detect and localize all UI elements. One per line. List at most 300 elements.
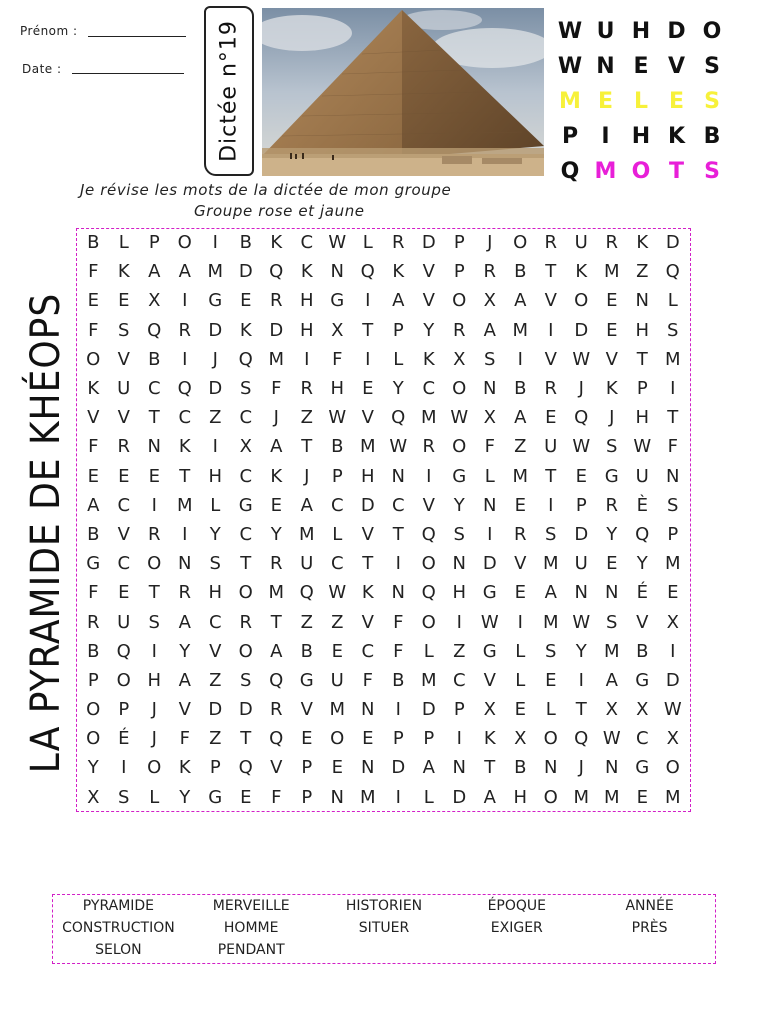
word-search-cell[interactable]: E bbox=[514, 582, 526, 604]
word-search-cell[interactable]: P bbox=[301, 757, 313, 779]
word-search-cell[interactable]: N bbox=[574, 582, 588, 604]
word-search-cell[interactable]: V bbox=[117, 523, 130, 545]
word-search-cell[interactable]: D bbox=[238, 261, 253, 283]
word-search-cell[interactable]: C bbox=[635, 728, 649, 750]
word-search-cell[interactable]: Q bbox=[391, 407, 406, 429]
word-search-cell[interactable]: I bbox=[670, 378, 676, 400]
word-search-cell[interactable]: A bbox=[422, 757, 435, 779]
word-search-cell[interactable]: L bbox=[545, 699, 556, 721]
word-search-cell[interactable]: K bbox=[575, 261, 588, 283]
word-search-cell[interactable]: D bbox=[482, 553, 497, 575]
word-search-cell[interactable]: M bbox=[664, 553, 681, 575]
word-search-cell[interactable]: Z bbox=[209, 407, 222, 429]
word-search-cell[interactable]: M bbox=[542, 553, 559, 575]
word-search-cell[interactable]: N bbox=[483, 378, 497, 400]
word-search-cell[interactable]: S bbox=[209, 553, 221, 575]
word-search-cell[interactable]: J bbox=[304, 465, 310, 487]
word-search-cell[interactable]: O bbox=[665, 757, 680, 779]
word-search-cell[interactable]: L bbox=[515, 640, 526, 662]
word-search-cell[interactable]: E bbox=[514, 494, 526, 516]
word-search-cell[interactable]: T bbox=[179, 465, 191, 487]
word-search-cell[interactable]: E bbox=[362, 378, 374, 400]
word-search-cell[interactable]: E bbox=[606, 290, 618, 312]
word-search-cell[interactable]: K bbox=[270, 465, 283, 487]
word-search-cell[interactable]: R bbox=[269, 553, 283, 575]
word-search-cell[interactable]: G bbox=[604, 465, 619, 487]
word-search-cell[interactable]: P bbox=[148, 232, 160, 254]
word-search-cell[interactable]: M bbox=[573, 786, 590, 808]
word-search-cell[interactable]: P bbox=[423, 728, 435, 750]
word-search-cell[interactable]: T bbox=[362, 319, 374, 341]
word-search-cell[interactable]: L bbox=[118, 232, 129, 254]
word-search-cell[interactable]: M bbox=[512, 319, 529, 341]
word-search-cell[interactable]: B bbox=[514, 378, 527, 400]
word-search-cell[interactable]: Q bbox=[421, 523, 436, 545]
word-search-cell[interactable]: W bbox=[663, 699, 682, 721]
word-search-cell[interactable]: U bbox=[330, 669, 344, 691]
word-search-cell[interactable]: E bbox=[667, 582, 679, 604]
word-search-cell[interactable]: M bbox=[359, 786, 376, 808]
word-search-cell[interactable]: Y bbox=[179, 786, 191, 808]
word-search-cell[interactable]: C bbox=[239, 465, 253, 487]
word-search-cell[interactable]: A bbox=[270, 436, 283, 458]
word-search-cell[interactable]: K bbox=[422, 348, 435, 370]
word-search-cell[interactable]: G bbox=[635, 757, 650, 779]
word-search-cell[interactable]: L bbox=[423, 640, 434, 662]
word-search-cell[interactable]: L bbox=[515, 669, 526, 691]
word-search-cell[interactable]: D bbox=[665, 669, 680, 691]
word-search-cell[interactable]: X bbox=[483, 699, 496, 721]
word-search-cell[interactable]: R bbox=[117, 436, 130, 458]
word-search-cell[interactable]: Y bbox=[392, 378, 404, 400]
word-search-cell[interactable]: I bbox=[426, 465, 432, 487]
word-search-cell[interactable]: M bbox=[176, 494, 193, 516]
word-search-cell[interactable]: T bbox=[636, 348, 648, 370]
word-search-cell[interactable]: M bbox=[359, 436, 376, 458]
word-search-cell[interactable]: O bbox=[452, 290, 467, 312]
word-search-cell[interactable]: O bbox=[86, 348, 101, 370]
word-search-cell[interactable]: K bbox=[361, 582, 374, 604]
word-search-cell[interactable]: F bbox=[88, 319, 99, 341]
word-search-cell[interactable]: T bbox=[148, 407, 160, 429]
word-search-cell[interactable]: E bbox=[87, 465, 99, 487]
word-search-cell[interactable]: E bbox=[606, 319, 618, 341]
word-search-cell[interactable]: I bbox=[121, 757, 127, 779]
word-search-cell[interactable]: A bbox=[392, 290, 405, 312]
word-search-cell[interactable]: E bbox=[118, 290, 130, 312]
word-search-cell[interactable]: D bbox=[360, 494, 375, 516]
word-search-cell[interactable]: T bbox=[240, 553, 252, 575]
word-search-cell[interactable]: R bbox=[391, 232, 405, 254]
word-search-cell[interactable]: B bbox=[87, 232, 100, 254]
word-search-cell[interactable]: H bbox=[299, 319, 314, 341]
word-search-cell[interactable]: C bbox=[330, 553, 344, 575]
word-search-cell[interactable]: W bbox=[572, 611, 591, 633]
word-search-cell[interactable]: A bbox=[605, 669, 618, 691]
word-search-cell[interactable]: D bbox=[238, 699, 253, 721]
word-search-cell[interactable]: S bbox=[606, 436, 618, 458]
word-search-cell[interactable]: Z bbox=[636, 261, 649, 283]
word-search-cell[interactable]: X bbox=[148, 290, 161, 312]
word-search-cell[interactable]: X bbox=[514, 728, 527, 750]
word-search-cell[interactable]: T bbox=[545, 261, 557, 283]
word-search-cell[interactable]: Q bbox=[269, 728, 284, 750]
word-search-cell[interactable]: V bbox=[422, 290, 435, 312]
word-search-cell[interactable]: T bbox=[392, 523, 404, 545]
word-search-cell[interactable]: Y bbox=[575, 640, 587, 662]
word-search-cell[interactable]: P bbox=[636, 378, 648, 400]
word-search-cell[interactable]: H bbox=[513, 786, 528, 808]
word-search-cell[interactable]: G bbox=[482, 640, 497, 662]
word-search-cell[interactable]: M bbox=[298, 523, 315, 545]
word-search-cell[interactable]: I bbox=[578, 669, 584, 691]
word-search-cell[interactable]: X bbox=[666, 611, 679, 633]
word-search-cell[interactable]: R bbox=[239, 611, 252, 633]
word-search-cell[interactable]: V bbox=[361, 611, 374, 633]
word-search-cell[interactable]: H bbox=[299, 290, 314, 312]
word-search-cell[interactable]: S bbox=[545, 523, 557, 545]
word-search-cell[interactable]: K bbox=[636, 232, 649, 254]
word-search-cell[interactable]: O bbox=[421, 611, 436, 633]
word-search-cell[interactable]: W bbox=[602, 728, 621, 750]
word-search-cell[interactable]: I bbox=[487, 523, 493, 545]
word-search-cell[interactable]: T bbox=[270, 611, 282, 633]
word-search-cell[interactable]: K bbox=[178, 436, 191, 458]
word-search-cell[interactable]: B bbox=[514, 261, 527, 283]
word-search-cell[interactable]: F bbox=[88, 582, 99, 604]
word-search-cell[interactable]: C bbox=[239, 407, 253, 429]
word-search-cell[interactable]: L bbox=[149, 786, 160, 808]
word-search-cell[interactable]: X bbox=[87, 786, 100, 808]
word-search-cell[interactable]: C bbox=[422, 378, 436, 400]
word-search-cell[interactable]: M bbox=[329, 699, 346, 721]
word-search-cell[interactable]: M bbox=[664, 348, 681, 370]
word-search-cell[interactable]: P bbox=[453, 232, 465, 254]
word-search-cell[interactable]: V bbox=[209, 640, 222, 662]
word-search-cell[interactable]: G bbox=[86, 553, 101, 575]
word-search-cell[interactable]: M bbox=[603, 261, 620, 283]
word-search-cell[interactable]: X bbox=[239, 436, 252, 458]
word-search-cell[interactable]: G bbox=[208, 786, 223, 808]
word-search-cell[interactable]: E bbox=[270, 494, 282, 516]
word-search-cell[interactable]: Q bbox=[360, 261, 375, 283]
word-search-cell[interactable]: G bbox=[330, 290, 345, 312]
word-search-cell[interactable]: N bbox=[452, 553, 466, 575]
word-search-cell[interactable]: E bbox=[362, 728, 374, 750]
word-search-cell[interactable]: K bbox=[117, 261, 130, 283]
word-search-cell[interactable]: R bbox=[147, 523, 161, 545]
word-search-cell[interactable]: O bbox=[116, 669, 131, 691]
word-search-cell[interactable]: L bbox=[210, 494, 221, 516]
word-search-cell[interactable]: W bbox=[633, 436, 652, 458]
word-search-cell[interactable]: O bbox=[86, 699, 101, 721]
word-search-cell[interactable]: O bbox=[147, 553, 162, 575]
word-search-cell[interactable]: R bbox=[300, 378, 313, 400]
word-search-cell[interactable]: E bbox=[118, 465, 130, 487]
word-search-cell[interactable]: V bbox=[361, 523, 374, 545]
word-search-cell[interactable]: M bbox=[603, 640, 620, 662]
word-search-cell[interactable]: É bbox=[118, 728, 130, 750]
word-search-cell[interactable]: F bbox=[88, 436, 99, 458]
word-search-cell[interactable]: W bbox=[328, 582, 347, 604]
word-search-cell[interactable]: W bbox=[572, 436, 591, 458]
word-search-cell[interactable]: Q bbox=[177, 378, 192, 400]
word-search-cell[interactable]: Z bbox=[453, 640, 466, 662]
word-search-cell[interactable]: T bbox=[240, 728, 252, 750]
word-search-cell[interactable]: V bbox=[270, 757, 283, 779]
word-search-cell[interactable]: E bbox=[575, 465, 587, 487]
word-search-cell[interactable]: T bbox=[484, 757, 496, 779]
word-search-cell[interactable]: X bbox=[636, 699, 649, 721]
word-search-cell[interactable]: R bbox=[605, 494, 618, 516]
word-search-cell[interactable]: I bbox=[182, 290, 188, 312]
word-search-cell[interactable]: S bbox=[118, 319, 130, 341]
word-search-cell[interactable]: S bbox=[484, 348, 496, 370]
word-search-cell[interactable]: D bbox=[574, 523, 589, 545]
word-search-cell[interactable]: C bbox=[147, 378, 161, 400]
word-search-cell[interactable]: L bbox=[393, 348, 404, 370]
word-search-cell[interactable]: O bbox=[574, 290, 589, 312]
word-search-cell[interactable]: B bbox=[148, 348, 161, 370]
word-search-cell[interactable]: A bbox=[178, 261, 191, 283]
word-search-cell[interactable]: I bbox=[182, 348, 188, 370]
word-search-cell[interactable]: V bbox=[483, 669, 496, 691]
word-search-cell[interactable]: I bbox=[517, 348, 523, 370]
word-search-cell[interactable]: G bbox=[299, 669, 314, 691]
word-search-cell[interactable]: T bbox=[575, 699, 587, 721]
word-search-cell[interactable]: G bbox=[482, 582, 497, 604]
word-search-cell[interactable]: I bbox=[395, 699, 401, 721]
word-search-cell[interactable]: S bbox=[667, 494, 679, 516]
word-search-cell[interactable]: V bbox=[117, 407, 130, 429]
word-search-cell[interactable]: Y bbox=[423, 319, 435, 341]
word-search-cell[interactable]: O bbox=[513, 232, 528, 254]
word-search-cell[interactable]: M bbox=[664, 786, 681, 808]
word-search-cell[interactable]: L bbox=[332, 523, 343, 545]
word-search-cell[interactable]: R bbox=[513, 523, 527, 545]
word-search-cell[interactable]: Q bbox=[574, 728, 589, 750]
word-search-cell[interactable]: Q bbox=[238, 348, 253, 370]
word-search-cell[interactable]: B bbox=[331, 436, 344, 458]
word-search-cell[interactable]: X bbox=[666, 728, 679, 750]
word-search-cell[interactable]: R bbox=[269, 290, 283, 312]
word-search-cell[interactable]: M bbox=[512, 465, 529, 487]
word-search-cell[interactable]: P bbox=[301, 786, 313, 808]
word-search-cell[interactable]: E bbox=[148, 465, 160, 487]
word-search-cell[interactable]: S bbox=[606, 611, 618, 633]
word-search-cell[interactable]: O bbox=[238, 582, 253, 604]
word-search-cell[interactable]: A bbox=[514, 290, 527, 312]
word-search-cell[interactable]: Y bbox=[606, 523, 618, 545]
word-search-cell[interactable]: L bbox=[484, 465, 495, 487]
word-search-cell[interactable]: J bbox=[578, 757, 584, 779]
word-search-cell[interactable]: A bbox=[148, 261, 161, 283]
word-search-cell[interactable]: Y bbox=[179, 640, 191, 662]
word-search-cell[interactable]: A bbox=[544, 582, 557, 604]
word-search-cell[interactable]: O bbox=[86, 728, 101, 750]
word-search-cell[interactable]: R bbox=[483, 261, 496, 283]
word-search-cell[interactable]: E bbox=[331, 757, 343, 779]
word-search-cell[interactable]: V bbox=[87, 407, 100, 429]
word-search-cell[interactable]: N bbox=[330, 261, 344, 283]
word-search-cell[interactable]: C bbox=[117, 553, 131, 575]
word-search-cell[interactable]: A bbox=[178, 611, 191, 633]
word-search-cell[interactable]: M bbox=[268, 582, 285, 604]
word-search-cell[interactable]: I bbox=[517, 611, 523, 633]
word-search-cell[interactable]: C bbox=[361, 640, 375, 662]
word-search-cell[interactable]: H bbox=[635, 407, 650, 429]
word-search-cell[interactable]: K bbox=[178, 757, 191, 779]
word-search-cell[interactable]: É bbox=[636, 582, 648, 604]
word-search-cell[interactable]: F bbox=[393, 611, 404, 633]
word-search-cell[interactable]: P bbox=[392, 728, 404, 750]
word-search-cell[interactable]: V bbox=[636, 611, 649, 633]
word-search-cell[interactable]: O bbox=[330, 728, 345, 750]
word-search-cell[interactable]: D bbox=[452, 786, 467, 808]
word-search-cell[interactable]: U bbox=[117, 378, 131, 400]
word-search-cell[interactable]: K bbox=[239, 319, 252, 341]
word-search-cell[interactable]: A bbox=[270, 640, 283, 662]
word-search-cell[interactable]: S bbox=[240, 669, 252, 691]
word-search-cell[interactable]: W bbox=[450, 407, 469, 429]
word-search-cell[interactable]: E bbox=[240, 290, 252, 312]
word-search-cell[interactable]: N bbox=[666, 465, 680, 487]
word-search-cell[interactable]: P bbox=[453, 261, 465, 283]
word-search-cell[interactable]: O bbox=[147, 757, 162, 779]
word-search-cell[interactable]: Y bbox=[87, 757, 99, 779]
word-search-cell[interactable]: P bbox=[118, 699, 130, 721]
word-search-cell[interactable]: A bbox=[514, 407, 527, 429]
word-search-cell[interactable]: K bbox=[87, 378, 100, 400]
word-search-cell[interactable]: D bbox=[208, 319, 223, 341]
word-search-cell[interactable]: A bbox=[483, 319, 496, 341]
word-search-cell[interactable]: Y bbox=[209, 523, 221, 545]
word-search-cell[interactable]: I bbox=[456, 728, 462, 750]
word-search-cell[interactable]: W bbox=[572, 348, 591, 370]
word-search-cell[interactable]: O bbox=[421, 553, 436, 575]
word-search-cell[interactable]: K bbox=[392, 261, 405, 283]
word-search-cell[interactable]: X bbox=[331, 319, 344, 341]
word-search-cell[interactable]: Q bbox=[269, 669, 284, 691]
word-search-cell[interactable]: N bbox=[605, 582, 619, 604]
word-search-cell[interactable]: E bbox=[606, 553, 618, 575]
word-search-cell[interactable]: Z bbox=[514, 436, 527, 458]
word-search-cell[interactable]: P bbox=[87, 669, 99, 691]
word-search-cell[interactable]: F bbox=[271, 378, 282, 400]
word-search-cell[interactable]: R bbox=[544, 232, 557, 254]
word-search-cell[interactable]: N bbox=[361, 699, 375, 721]
word-search-cell[interactable]: U bbox=[117, 611, 131, 633]
word-search-cell[interactable]: B bbox=[87, 523, 100, 545]
word-search-cell[interactable]: M bbox=[420, 407, 437, 429]
word-search-cell[interactable]: H bbox=[452, 582, 467, 604]
word-search-cell[interactable]: K bbox=[270, 232, 283, 254]
word-search-cell[interactable]: J bbox=[212, 348, 218, 370]
word-search-cell[interactable]: H bbox=[635, 319, 650, 341]
word-search-cell[interactable]: Z bbox=[209, 669, 222, 691]
word-search-cell[interactable]: Z bbox=[300, 611, 313, 633]
word-search-cell[interactable]: E bbox=[301, 728, 313, 750]
word-search-cell[interactable]: T bbox=[667, 407, 679, 429]
word-search-cell[interactable]: N bbox=[178, 553, 192, 575]
word-search-cell[interactable]: I bbox=[670, 640, 676, 662]
word-search-cell[interactable]: H bbox=[330, 378, 345, 400]
word-search-cell[interactable]: W bbox=[328, 407, 347, 429]
word-search-cell[interactable]: I bbox=[548, 319, 554, 341]
word-search-cell[interactable]: D bbox=[574, 319, 589, 341]
word-search-cell[interactable]: I bbox=[212, 436, 218, 458]
word-search-cell[interactable]: B bbox=[239, 232, 252, 254]
word-search-cell[interactable]: T bbox=[545, 465, 557, 487]
word-search-cell[interactable]: V bbox=[178, 699, 191, 721]
word-search-cell[interactable]: E bbox=[331, 640, 343, 662]
word-search-cell[interactable]: L bbox=[362, 232, 373, 254]
word-search-cell[interactable]: U bbox=[574, 553, 588, 575]
word-search-cell[interactable]: P bbox=[667, 523, 679, 545]
word-search-cell[interactable]: S bbox=[453, 523, 465, 545]
word-search-cell[interactable]: M bbox=[268, 348, 285, 370]
word-search-cell[interactable]: H bbox=[147, 669, 162, 691]
word-search-cell[interactable]: M bbox=[603, 786, 620, 808]
word-search-cell[interactable]: I bbox=[395, 553, 401, 575]
word-search-cell[interactable]: E bbox=[636, 786, 648, 808]
word-search-cell[interactable]: A bbox=[178, 669, 191, 691]
word-search-cell[interactable]: W bbox=[389, 436, 408, 458]
word-search-cell[interactable]: R bbox=[86, 611, 100, 633]
word-search-cell[interactable]: G bbox=[238, 494, 253, 516]
word-search-cell[interactable]: N bbox=[452, 757, 466, 779]
word-search-cell[interactable]: X bbox=[483, 407, 496, 429]
word-search-cell[interactable]: H bbox=[208, 465, 223, 487]
word-search-cell[interactable]: N bbox=[483, 494, 497, 516]
word-search-cell[interactable]: I bbox=[365, 348, 371, 370]
word-search-cell[interactable]: D bbox=[208, 699, 223, 721]
word-search-cell[interactable]: C bbox=[330, 494, 344, 516]
word-search-cell[interactable]: D bbox=[421, 699, 436, 721]
word-search-cell[interactable]: I bbox=[151, 640, 157, 662]
word-search-cell[interactable]: D bbox=[421, 232, 436, 254]
word-search-cell[interactable]: I bbox=[395, 786, 401, 808]
word-search-cell[interactable]: H bbox=[360, 465, 375, 487]
word-search-cell[interactable]: K bbox=[300, 261, 313, 283]
word-search-cell[interactable]: C bbox=[452, 669, 466, 691]
word-search-cell[interactable]: N bbox=[391, 465, 405, 487]
word-search-cell[interactable]: R bbox=[269, 699, 283, 721]
word-search-cell[interactable]: J bbox=[578, 378, 584, 400]
word-search-cell[interactable]: Q bbox=[574, 407, 589, 429]
word-search-cell[interactable]: M bbox=[542, 611, 559, 633]
word-search-cell[interactable]: J bbox=[609, 407, 615, 429]
word-search-cell[interactable]: Q bbox=[635, 523, 650, 545]
word-search-cell[interactable]: T bbox=[148, 582, 160, 604]
word-search-cell[interactable]: M bbox=[207, 261, 224, 283]
word-search-cell[interactable]: P bbox=[453, 699, 465, 721]
word-search-cell[interactable]: F bbox=[271, 786, 282, 808]
word-search-cell[interactable]: Q bbox=[116, 640, 131, 662]
word-search-cell[interactable]: N bbox=[635, 290, 649, 312]
word-search-cell[interactable]: B bbox=[392, 669, 405, 691]
word-search-cell[interactable]: D bbox=[391, 757, 406, 779]
word-search-cell[interactable]: R bbox=[178, 582, 191, 604]
word-search-cell[interactable]: C bbox=[239, 523, 253, 545]
word-search-cell[interactable]: R bbox=[422, 436, 435, 458]
word-search-cell[interactable]: K bbox=[483, 728, 496, 750]
word-search-cell[interactable]: S bbox=[240, 378, 252, 400]
word-search-cell[interactable]: U bbox=[635, 465, 649, 487]
word-search-cell[interactable]: T bbox=[301, 436, 313, 458]
word-search-cell[interactable]: S bbox=[667, 319, 679, 341]
word-search-cell[interactable]: V bbox=[361, 407, 374, 429]
